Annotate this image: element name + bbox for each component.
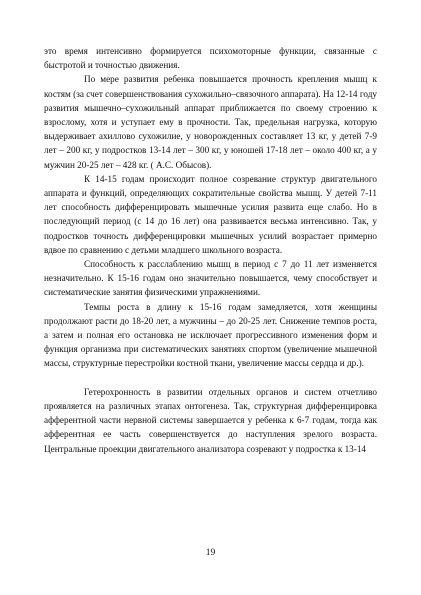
paragraph: К 14-15 годам происходит полное созревание структур двигательного аппарата и функций, определяющих сократительные свойства мышц. У детей 7-11 лет способность дифференцировать мышечные усилия развита еще слабо. Но в последующий период (с 14 до 16 лет) она развивается весьма интенсивно. Так, у подростков точность дифференцировки мышечных усилий возрастает примерно вдвое по сравнению с детьми младшего школьного возраста. [44, 173, 377, 255]
page-number: 19 [205, 548, 216, 558]
paragraph: это время интенсивно формируется психомоторные функции, связанные с быстротой и точностью движения. [44, 46, 377, 71]
body-text [44, 44, 377, 456]
paragraph: Темпы роста в длину к 15-16 годам замедляется, хотя женщины продолжают расти до 18-20 лет, а мужчины – до 20-25 лет. Снижение темпов роста, а затем и полная его остановка не исключает прогрессивного изменения форм и функция организма при систематических занятиях спортом (увеличение мышечной массы, структурные перестройки костной ткани, увеличение массы сердца и др.). [44, 301, 377, 369]
paragraph: По мере развития ребенка повышается прочность крепления мышц к костям (за счет совершенствования сухожильно–связочного аппарата). На 12-14 году развития мышечно–сухожильный аппарат приближается по своему строению к взрослому, хотя и уступает ему в прочности. Так, предельная нагрузка, которую выдерживает ахиллово сухожилие, у новорожденных составляет 13 кг, у детей 7-9 лет – 200 кг, у подростков 13-14 лет – 300 кг, у юношей 17-18 лет – около 400 кг, а у мужчин 20-25 лет – 428 кг. ( А.С. Обысов). [44, 74, 377, 170]
paragraph: Способность к расслаблению мышц в период с 7 до 11 лет изменяется незначительно. К 15-16 годам оно значительно повышается, чему способствует и систематические занятия физическими упражнениями. [44, 259, 377, 298]
paragraph: Гетерохронность в развитии отдельных органов и систем отчетливо проявляется на различных этапах онтогенеза. Так, структурная дифференцировка афферентной части нервной системы завершается у ребенка к 6-7 годам, тогда как афферентная ее часть совершенствуется до наступления зрелого возраста. Центральные проекции двигательного анализатора созревают у подростка к 13-14 [44, 386, 377, 454]
